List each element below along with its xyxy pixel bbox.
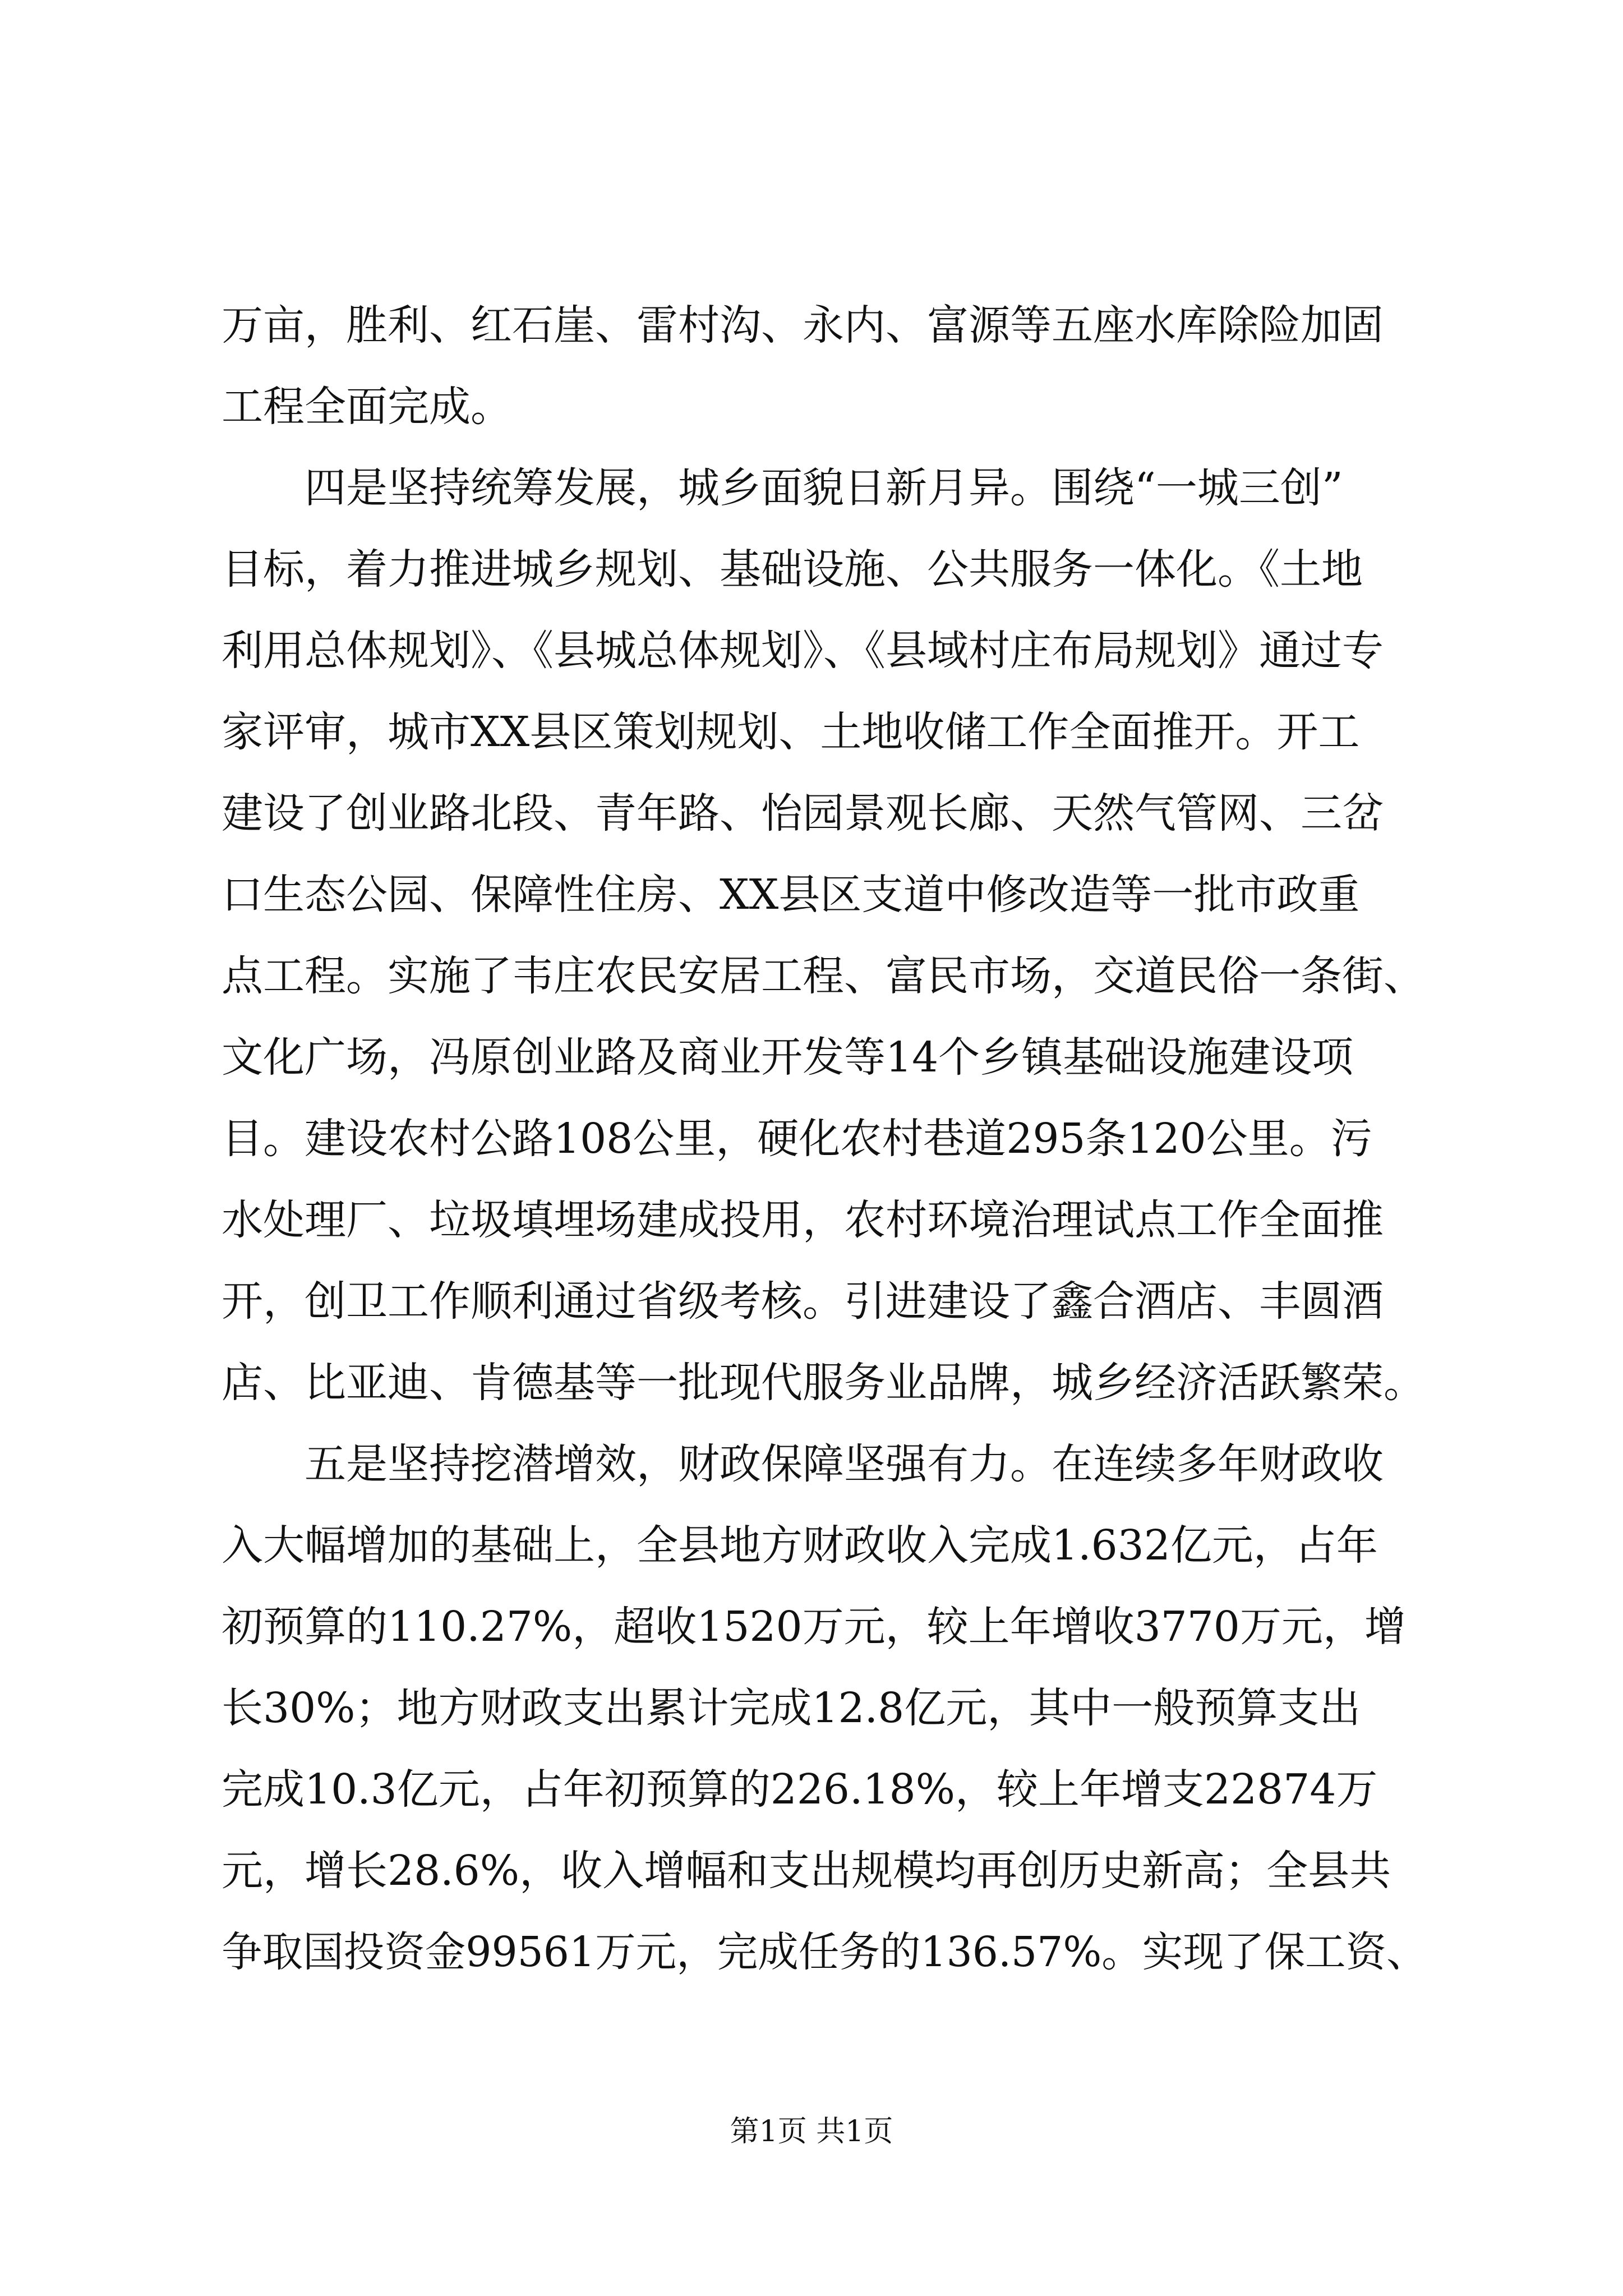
- text-line: 工程全面完成。: [222, 383, 512, 431]
- text-line: 完成10.3亿元，占年初预算的226.18%，较上年增支22874万: [222, 1765, 1378, 1814]
- text-line: 入大幅增加的基础上，全县地方财政收入完成1.632亿元，占年: [222, 1521, 1378, 1570]
- text-line: 点工程。实施了韦庄农民安居工程、富民市场，交道民俗一条街、: [222, 952, 1425, 1000]
- text-line: 开，创卫工作顺利通过省级考核。引进建设了鑫合酒店、丰圆酒: [222, 1277, 1384, 1326]
- text-line: 初预算的110.27%，超收1520万元，较上年增收3770万元，增: [222, 1603, 1406, 1651]
- text-line: 目。建设农村公路108公里，硬化农村巷道295条120公里。污: [222, 1115, 1372, 1163]
- text-line: 建设了创业路北段、青年路、怡园景观长廊、天然气管网、三岔: [222, 789, 1384, 838]
- text-line: 文化广场，冯原创业路及商业开发等14个乡镇基础设施建设项: [222, 1033, 1354, 1082]
- text-line: 店、比亚迪、肯德基等一批现代服务业品牌，城乡经济活跃繁荣。: [222, 1359, 1425, 1407]
- text-line: 口生态公园、保障性住房、XX县区支道中修改造等一批市政重: [222, 871, 1360, 919]
- text-line: 万亩，胜利、红石崖、雷村沟、永内、富源等五座水库除险加固: [222, 301, 1384, 349]
- text-line: 长30%；地方财政支出累计完成12.8亿元，其中一般预算支出: [222, 1684, 1361, 1732]
- text-line: 家评审，城市XX县区策划规划、土地收储工作全面推开。开工: [222, 708, 1360, 756]
- paragraph-start-line: 五是坚持挖潜增效，财政保障坚强有力。在连续多年财政收: [305, 1440, 1384, 1488]
- text-line: 利用总体规划》、《县城总体规划》、《县域村庄布局规划》通过专: [222, 627, 1384, 675]
- text-line: 元，增长28.6%，收入增幅和支出规模均再创历史新高；全县共: [222, 1847, 1391, 1895]
- text-line: 水处理厂、垃圾填埋场建成投用，农村环境治理试点工作全面推: [222, 1196, 1384, 1244]
- page-footer: 第1页 共1页: [730, 2115, 893, 2148]
- paragraph-start-line: 四是坚持统筹发展，城乡面貌日新月异。围绕“一城三创”: [305, 464, 1343, 512]
- text-line: 目标，着力推进城乡规划、基础设施、公共服务一体化。《土地: [222, 545, 1363, 593]
- text-line: 争取国投资金99561万元，完成任务的136.57%。实现了保工资、: [222, 1928, 1427, 1976]
